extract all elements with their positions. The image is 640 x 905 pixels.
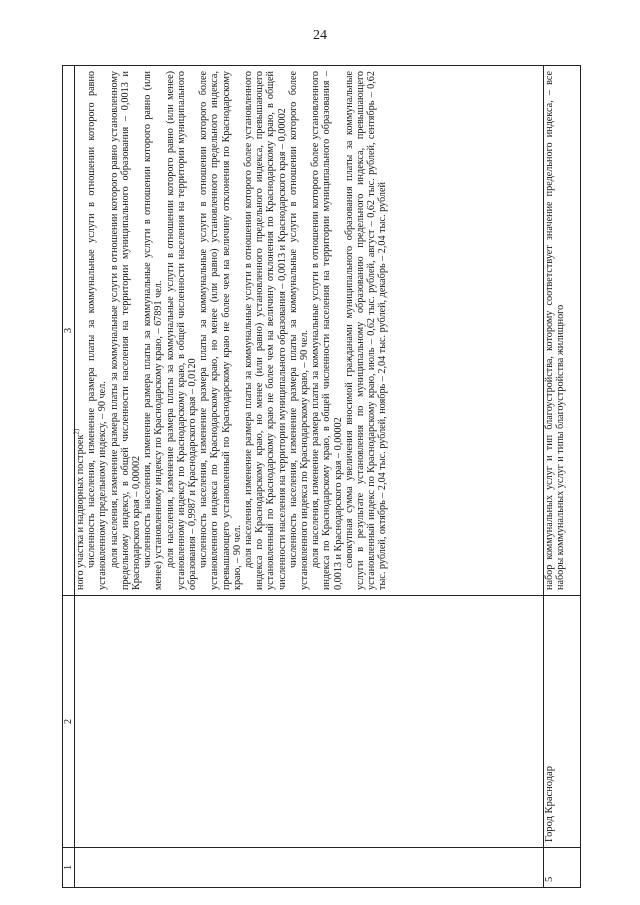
- paragraph: [288, 71, 310, 590]
- paragraph: [243, 71, 288, 590]
- indicators-cell: [72, 66, 544, 596]
- paragraph-text: доля населения, изменение размера платы за коммунальные услуги в отношении которого равно (или менее) установленному индексу по Краснодарскому краю, в общей численности населения на территории муниципального образования – 0,9987 и Краснодарского края – 0,0120: [164, 71, 199, 590]
- paragraph-text: численность населения, изменение размера платы за коммунальные услуги в отношении которого более установленного индекса по Краснодарскому краю, – 90 чел.: [287, 71, 311, 590]
- paragraph-text: доля населения, изменение размера платы за коммунальные услуги в отношении которого более установленного индекса по Краснодарскому краю, в общей численности населения на территории муниципального образования – 0,0013 и Краснодарского края – 0,00002: [310, 71, 344, 590]
- rotated-table-page: [62, 66, 580, 888]
- paragraph: [310, 71, 344, 590]
- paragraph: [86, 71, 108, 590]
- paragraph-list: [72, 71, 389, 590]
- data-table: [62, 65, 581, 888]
- table-row: [75, 66, 544, 888]
- paragraph: [198, 71, 243, 590]
- paragraph-text: численность населения, изменение размера платы за коммунальные услуги в отношении которого равно установленному предельному индексу, – 90 чел.: [86, 71, 109, 590]
- page-number: 24: [313, 28, 327, 43]
- paragraph: [142, 71, 164, 590]
- paragraph-text: ного участка и надворных построек: [75, 434, 86, 590]
- header-col-3: 3: [63, 66, 75, 596]
- row-number-cell: [75, 848, 544, 888]
- paragraph-text: совокупная сумма увеличения вносимой гражданами муниципального образования платы за коммунальные услуги в результате установления по муниципальному образованию предельного индекса, превышающего установленный индекс по Краснодарскому краю, июль – 0,62 тыс. рублей, август – 0,62 тыс. рублей, сентябрь – 0,62 тыс. рублей, октябрь – 2,04 тыс. рублей, ноябрь – 2,04 тыс. рублей, декабрь – 2,04 тыс. рублей: [343, 71, 389, 590]
- municipality-cell: Город Краснодар: [544, 596, 581, 848]
- paragraph: [109, 71, 143, 590]
- municipality-cell: [75, 596, 544, 848]
- table-header-row: [63, 66, 75, 888]
- header-col-2: 2: [63, 596, 75, 848]
- footnote-marker: 2): [72, 428, 81, 435]
- row-number-cell: 5: [544, 848, 581, 888]
- paragraph-text: численность населения, изменение размера платы за коммунальные услуги в отношении которого равно (или менее) установленному индексу по Краснодарскому краю, – 67891 чел.: [142, 71, 165, 590]
- table-row: [544, 66, 581, 888]
- paragraph: [72, 71, 86, 590]
- paragraph-text: доля населения, изменение размера платы за коммунальные услуги в отношении которого более установленного индекса по Краснодарскому краю, но менее (или равно) установленного предельного индекса, превышающего установленный по Краснодарскому краю не более чем на величину отклонения по Краснодарскому краю, в общей численности населения на территории муниципального образования – 0,0013 и Краснодарского края – 0,00002: [243, 71, 288, 590]
- header-col-1: 1: [63, 848, 75, 888]
- paragraph-text: доля населения, изменение размера платы за коммунальные услуги в отношении которого равно установленному предельному индексу, в общей численности населения на территории муниципального образования – 0,0013 и Краснодарского края – 0,00002: [108, 71, 143, 590]
- paragraph: [344, 71, 389, 590]
- paragraph-text: численность населения, изменение размера платы за коммунальные услуги в отношении которого более установленного индекса по Краснодарскому краю, но менее (или равно) установленного предельного индекса, превышающего установленный по Краснодарскому краю не более чем на величину отклонения по Краснодарскому краю, – 90 чел.: [198, 71, 243, 590]
- paragraph: набор коммунальных услуг и тип благоустройства, которому соответствует значение предельного индекса, – все наборы коммунальных услуг и типы благоустройства жилищного: [544, 71, 567, 590]
- indicators-cell: [544, 66, 581, 596]
- paragraph: [165, 71, 199, 590]
